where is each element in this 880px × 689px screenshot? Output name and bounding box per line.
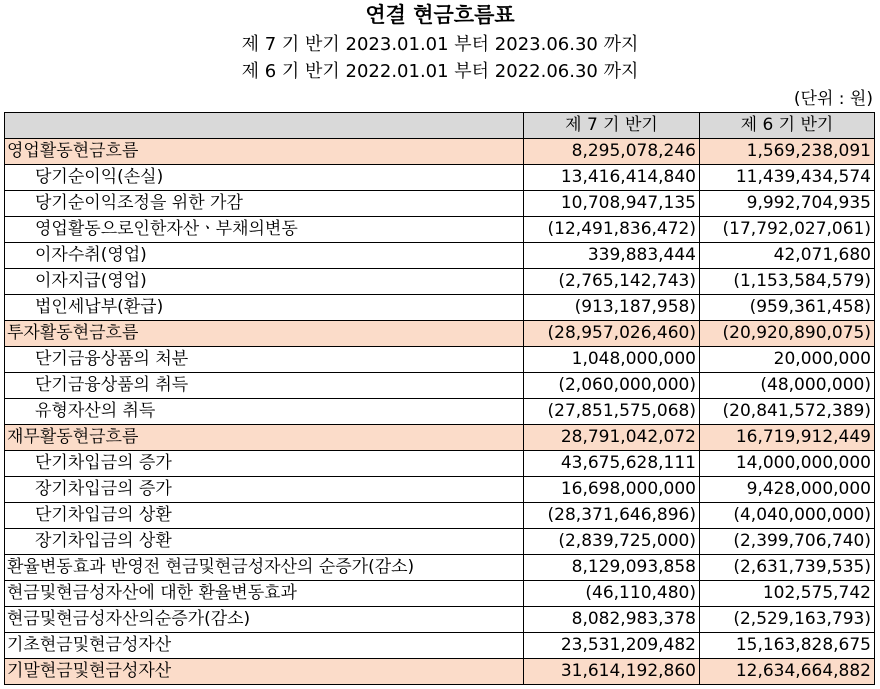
row-current: 16,698,000,000 — [524, 477, 700, 503]
row-current: (2,060,000,000) — [524, 373, 700, 399]
table-row — [5, 607, 875, 633]
unit-label: (단위 : 원) — [793, 89, 873, 109]
table-row — [5, 503, 875, 529]
row-label: 기초현금및현금성자산 — [5, 633, 524, 659]
table-row — [5, 165, 875, 191]
table-row — [5, 191, 875, 217]
row-label: 단기금융상품의 취득 — [5, 373, 524, 399]
row-prior: (2,529,163,793) — [700, 607, 875, 633]
row-prior: 14,000,000,000 — [700, 451, 875, 477]
table-row-operating — [5, 139, 875, 165]
row-current: (2,765,142,743) — [524, 269, 700, 295]
header-prior-period: 제 6 기 반기 — [700, 113, 875, 139]
row-label: 영업활동으로인한자산ㆍ부채의변동 — [5, 217, 524, 243]
table-row — [5, 347, 875, 373]
table-header-row — [5, 113, 875, 139]
table-row-ending-cash — [5, 659, 875, 685]
header-current-period: 제 7 기 반기 — [524, 113, 700, 139]
row-prior: 12,634,664,882 — [700, 659, 875, 685]
statement-title: 연결 현금흐름표 — [365, 2, 515, 27]
row-prior: 15,163,828,675 — [700, 633, 875, 659]
table-row — [5, 295, 875, 321]
row-prior: (1,153,584,579) — [700, 269, 875, 295]
row-label: 단기차입금의 증가 — [5, 451, 524, 477]
row-label: 당기순이익(손실) — [5, 165, 524, 191]
row-label: 현금및현금성자산에 대한 환율변동효과 — [5, 581, 524, 607]
row-current: 8,295,078,246 — [524, 139, 700, 165]
row-label: 장기차입금의 상환 — [5, 529, 524, 555]
row-current: 10,708,947,135 — [524, 191, 700, 217]
row-label: 환율변동효과 반영전 현금및현금성자산의 순증가(감소) — [5, 555, 524, 581]
row-prior: (20,841,572,389) — [700, 399, 875, 425]
row-label: 당기순이익조정을 위한 가감 — [5, 191, 524, 217]
row-prior: 1,569,238,091 — [700, 139, 875, 165]
table-row-financing — [5, 425, 875, 451]
row-label: 장기차입금의 증가 — [5, 477, 524, 503]
row-prior: 11,439,434,574 — [700, 165, 875, 191]
row-current: 1,048,000,000 — [524, 347, 700, 373]
row-current: 43,675,628,111 — [524, 451, 700, 477]
row-current: 8,082,983,378 — [524, 607, 700, 633]
table-row — [5, 581, 875, 607]
row-prior: 9,992,704,935 — [700, 191, 875, 217]
row-current: 8,129,093,858 — [524, 555, 700, 581]
table-row — [5, 451, 875, 477]
row-label: 단기차입금의 상환 — [5, 503, 524, 529]
row-label: 유형자산의 취득 — [5, 399, 524, 425]
row-current: (12,491,836,472) — [524, 217, 700, 243]
row-current: 339,883,444 — [524, 243, 700, 269]
row-label: 법인세납부(환급) — [5, 295, 524, 321]
row-prior: (2,631,739,535) — [700, 555, 875, 581]
table-row — [5, 269, 875, 295]
row-label: 현금및현금성자산의순증가(감소) — [5, 607, 524, 633]
row-prior: (2,399,706,740) — [700, 529, 875, 555]
row-prior: 16,719,912,449 — [700, 425, 875, 451]
row-label: 기말현금및현금성자산 — [5, 659, 524, 685]
period-prior: 제 6 기 반기 2022.01.01 부터 2022.06.30 까지 — [241, 61, 639, 82]
row-prior: 102,575,742 — [700, 581, 875, 607]
row-current: 28,791,042,072 — [524, 425, 700, 451]
header-account — [5, 113, 524, 139]
row-current: (46,110,480) — [524, 581, 700, 607]
row-prior: 42,071,680 — [700, 243, 875, 269]
row-prior: (17,792,027,061) — [700, 217, 875, 243]
period-current: 제 7 기 반기 2023.01.01 부터 2023.06.30 까지 — [241, 34, 639, 55]
row-prior: (959,361,458) — [700, 295, 875, 321]
row-label: 단기금융상품의 처분 — [5, 347, 524, 373]
table-row — [5, 477, 875, 503]
row-current: 31,614,192,860 — [524, 659, 700, 685]
table-row-investing — [5, 321, 875, 347]
table-row — [5, 633, 875, 659]
row-current: (2,839,725,000) — [524, 529, 700, 555]
row-current: (27,851,575,068) — [524, 399, 700, 425]
row-current: (28,371,646,896) — [524, 503, 700, 529]
row-prior: 20,000,000 — [700, 347, 875, 373]
cash-flow-table — [4, 112, 875, 685]
row-current: 23,531,209,482 — [524, 633, 700, 659]
row-label: 투자활동현금흐름 — [5, 321, 524, 347]
row-prior: (20,920,890,075) — [700, 321, 875, 347]
table-row — [5, 217, 875, 243]
row-label: 재무활동현금흐름 — [5, 425, 524, 451]
row-label: 이자수취(영업) — [5, 243, 524, 269]
table-row — [5, 529, 875, 555]
table-row — [5, 243, 875, 269]
row-prior: 9,428,000,000 — [700, 477, 875, 503]
row-prior: (48,000,000) — [700, 373, 875, 399]
row-current: (28,957,026,460) — [524, 321, 700, 347]
row-prior: (4,040,000,000) — [700, 503, 875, 529]
row-label: 영업활동현금흐름 — [5, 139, 524, 165]
table-row — [5, 399, 875, 425]
row-current: (913,187,958) — [524, 295, 700, 321]
table-row — [5, 555, 875, 581]
row-current: 13,416,414,840 — [524, 165, 700, 191]
table-row — [5, 373, 875, 399]
row-label: 이자지급(영업) — [5, 269, 524, 295]
